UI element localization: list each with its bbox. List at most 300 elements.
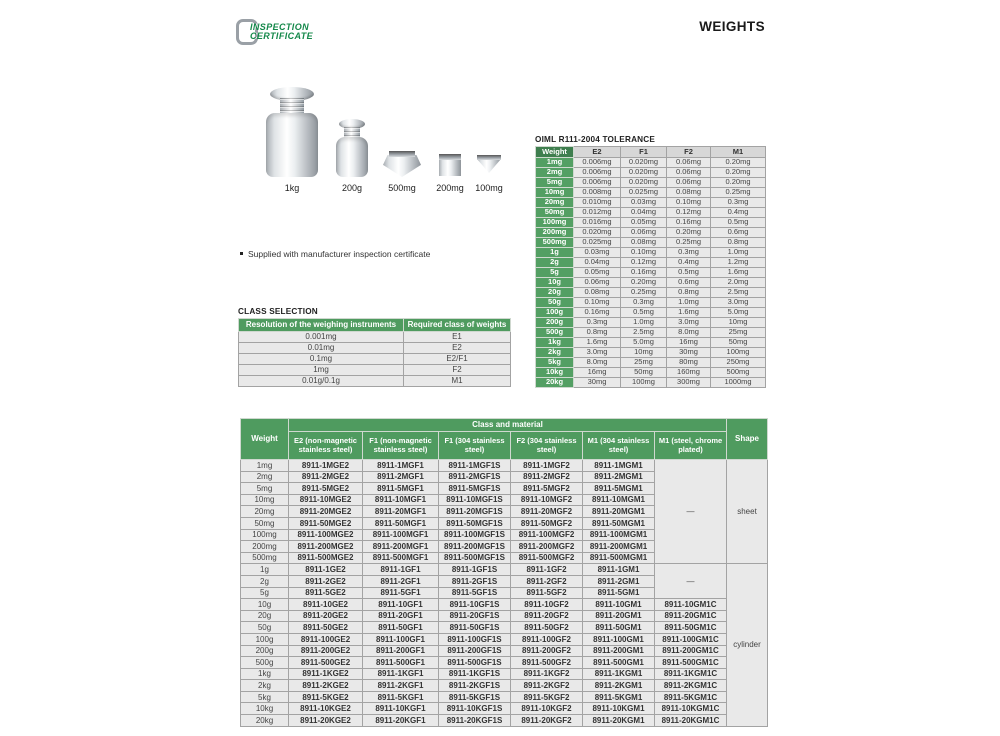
catalog-code-cell: 8911-20KGE2 xyxy=(289,715,363,727)
catalog-code-cell: 8911-1MGM1 xyxy=(583,460,655,472)
class-selection-row xyxy=(239,343,511,354)
catalog-code-cell: 8911-2KGF2 xyxy=(511,680,583,692)
required-class-cell: F2 xyxy=(404,365,511,376)
catalog-code-cell: 8911-5KGM1C xyxy=(655,691,727,703)
catalog-weight-cell: 2g xyxy=(241,575,289,587)
catalog-code-cell: 8911-1KGM1 xyxy=(583,668,655,680)
catalog-code-cell: 8911-1KGF2 xyxy=(511,668,583,680)
catalog-row xyxy=(241,622,768,634)
catalog-code-cell: 8911-10KGE2 xyxy=(289,703,363,715)
tolerance-value-cell: 25mg xyxy=(711,328,766,338)
catalog-code-cell: 8911-10GM1C xyxy=(655,599,727,611)
catalog-code-cell: 8911-2GE2 xyxy=(289,575,363,587)
tolerance-weight-cell: 200g xyxy=(536,318,574,328)
catalog-code-cell: 8911-20GF1S xyxy=(439,610,511,622)
catalog-code-cell: 8911-10MGE2 xyxy=(289,494,363,506)
tolerance-weight-cell: 2mg xyxy=(536,168,574,178)
catalog-code-cell: 8911-1GE2 xyxy=(289,564,363,576)
tolerance-value-cell: 3.0mg xyxy=(574,348,621,358)
tolerance-value-cell: 0.6mg xyxy=(667,278,711,288)
tolerance-col-m1: M1 xyxy=(711,147,766,158)
catalog-code-cell: 8911-50GF1S xyxy=(439,622,511,634)
catalog-code-cell: 8911-2MGF1 xyxy=(363,471,439,483)
catalog-weight-cell: 1kg xyxy=(241,668,289,680)
tolerance-value-cell: 10mg xyxy=(621,348,667,358)
tolerance-value-cell: 0.20mg xyxy=(711,168,766,178)
weight-200g-image xyxy=(336,119,368,177)
catalog-code-cell: 8911-500GM1C xyxy=(655,657,727,669)
catalog-code-cell: 8911-100GM1 xyxy=(583,633,655,645)
tolerance-value-cell: 0.04mg xyxy=(574,258,621,268)
tolerance-value-cell: 25mg xyxy=(621,358,667,368)
catalog-col-f2: F2 (304 stainless steel) xyxy=(511,432,583,460)
catalog-code-cell: 8911-500MGF1 xyxy=(363,552,439,564)
catalog-code-cell: 8911-500GE2 xyxy=(289,657,363,669)
catalog-code-cell: 8911-1GF2 xyxy=(511,564,583,576)
catalog-code-cell: 8911-1KGM1C xyxy=(655,668,727,680)
weight-label-1kg: 1kg xyxy=(284,183,300,193)
catalog-row xyxy=(241,564,768,576)
catalog-code-cell: 8911-10KGF2 xyxy=(511,703,583,715)
catalog-code-cell: 8911-50GF1 xyxy=(363,622,439,634)
catalog-code-cell: 8911-1MGF2 xyxy=(511,460,583,472)
catalog-weight-cell: 5mg xyxy=(241,483,289,495)
catalog-section xyxy=(240,418,768,727)
tolerance-value-cell: 0.03mg xyxy=(621,198,667,208)
page-title: WEIGHTS xyxy=(699,19,765,34)
weight-neck-icon xyxy=(280,98,304,114)
tolerance-table-body xyxy=(536,158,766,388)
tolerance-value-cell: 5.0mg xyxy=(711,308,766,318)
tolerance-value-cell: 0.8mg xyxy=(711,238,766,248)
tolerance-weight-cell: 20mg xyxy=(536,198,574,208)
catalog-weight-cell: 5kg xyxy=(241,691,289,703)
tolerance-value-cell: 100mg xyxy=(621,378,667,388)
catalog-shape-cell: cylinder xyxy=(727,564,768,726)
catalog-code-cell: 8911-500MGF1S xyxy=(439,552,511,564)
catalog-code-cell: 8911-200MGF1 xyxy=(363,541,439,553)
catalog-code-cell: 8911-500GF1 xyxy=(363,657,439,669)
catalog-code-cell: 8911-20KGM1 xyxy=(583,715,655,727)
catalog-col-m1c: M1 (steel, chrome plated) xyxy=(655,432,727,460)
weight-label-200mg: 200mg xyxy=(436,183,464,193)
tolerance-value-cell: 160mg xyxy=(667,368,711,378)
tolerance-value-cell: 0.008mg xyxy=(574,188,621,198)
catalog-weight-cell: 50mg xyxy=(241,517,289,529)
catalog-code-cell: 8911-20MGE2 xyxy=(289,506,363,518)
tolerance-value-cell: 0.10mg xyxy=(574,298,621,308)
resolution-cell: 0.01mg xyxy=(239,343,404,354)
tolerance-value-cell: 50mg xyxy=(621,368,667,378)
tolerance-value-cell: 0.25mg xyxy=(621,288,667,298)
catalog-code-cell: 8911-2KGM1 xyxy=(583,680,655,692)
tolerance-value-cell: 1.2mg xyxy=(711,258,766,268)
catalog-code-cell: 8911-500MGE2 xyxy=(289,552,363,564)
tolerance-row xyxy=(536,228,766,238)
catalog-code-cell: 8911-20KGF1S xyxy=(439,715,511,727)
catalog-row xyxy=(241,657,768,669)
catalog-code-cell: 8911-5GE2 xyxy=(289,587,363,599)
tolerance-value-cell: 0.20mg xyxy=(621,278,667,288)
tolerance-col-f2: F2 xyxy=(667,147,711,158)
tolerance-value-cell: 1000mg xyxy=(711,378,766,388)
class-selection-row xyxy=(239,354,511,365)
tolerance-weight-cell: 10g xyxy=(536,278,574,288)
catalog-table-body xyxy=(241,460,768,727)
catalog-code-cell: 8911-20GM1 xyxy=(583,610,655,622)
logo-line2: CERTIFICATE xyxy=(250,31,314,41)
catalog-code-cell: 8911-10KGF1S xyxy=(439,703,511,715)
tolerance-value-cell: 0.05mg xyxy=(574,268,621,278)
tolerance-value-cell: 0.025mg xyxy=(574,238,621,248)
catalog-code-cell: 8911-5KGF1S xyxy=(439,691,511,703)
tolerance-weight-cell: 200mg xyxy=(536,228,574,238)
catalog-row xyxy=(241,633,768,645)
catalog-row xyxy=(241,645,768,657)
weight-100mg-image xyxy=(476,155,502,175)
catalog-row xyxy=(241,668,768,680)
tolerance-value-cell: 0.006mg xyxy=(574,158,621,168)
catalog-code-cell: 8911-200GE2 xyxy=(289,645,363,657)
tolerance-value-cell: 0.4mg xyxy=(711,208,766,218)
tolerance-value-cell: 0.25mg xyxy=(667,238,711,248)
tolerance-value-cell: 8.0mg xyxy=(574,358,621,368)
tolerance-value-cell: 0.5mg xyxy=(667,268,711,278)
catalog-code-cell: 8911-20MGF1S xyxy=(439,506,511,518)
required-class-cell: M1 xyxy=(404,376,511,387)
tolerance-weight-cell: 1kg xyxy=(536,338,574,348)
weight-200mg-image xyxy=(438,153,462,177)
catalog-code-cell: 8911-20MGF2 xyxy=(511,506,583,518)
catalog-weight-cell: 10g xyxy=(241,599,289,611)
catalog-code-cell: 8911-200GM1C xyxy=(655,645,727,657)
tolerance-row xyxy=(536,358,766,368)
class-selection-title: CLASS SELECTION xyxy=(238,307,318,316)
tolerance-value-cell: 0.020mg xyxy=(621,158,667,168)
weight-1kg-image xyxy=(266,87,318,179)
catalog-code-cell: 8911-500GM1 xyxy=(583,657,655,669)
resolution-cell: 0.001mg xyxy=(239,332,404,343)
tolerance-value-cell: 0.8mg xyxy=(574,328,621,338)
tolerance-value-cell: 10mg xyxy=(711,318,766,328)
catalog-code-cell: 8911-50GM1 xyxy=(583,622,655,634)
tolerance-value-cell: 0.5mg xyxy=(621,308,667,318)
tolerance-value-cell: 0.06mg xyxy=(667,168,711,178)
tolerance-value-cell: 0.20mg xyxy=(667,228,711,238)
certificate-note xyxy=(240,249,430,259)
catalog-weight-cell: 200mg xyxy=(241,541,289,553)
catalog-code-cell: 8911-10MGF2 xyxy=(511,494,583,506)
catalog-weight-cell: 10mg xyxy=(241,494,289,506)
catalog-code-cell: 8911-10GF2 xyxy=(511,599,583,611)
sheet-edge-icon xyxy=(439,154,461,160)
catalog-code-cell: 8911-50MGF2 xyxy=(511,517,583,529)
catalog-code-cell: 8911-200GF1 xyxy=(363,645,439,657)
tolerance-value-cell: 0.16mg xyxy=(621,268,667,278)
tolerance-row xyxy=(536,188,766,198)
tolerance-row xyxy=(536,278,766,288)
tolerance-weight-cell: 2kg xyxy=(536,348,574,358)
catalog-col-f1: F1 (non-magnetic stainless steel) xyxy=(363,432,439,460)
catalog-weight-cell: 100mg xyxy=(241,529,289,541)
tolerance-value-cell: 8.0mg xyxy=(667,328,711,338)
tolerance-row xyxy=(536,378,766,388)
catalog-code-cell: 8911-100MGE2 xyxy=(289,529,363,541)
tolerance-value-cell: 100mg xyxy=(711,348,766,358)
tolerance-value-cell: 0.020mg xyxy=(621,168,667,178)
bullet-icon xyxy=(240,252,243,255)
catalog-col-shape: Shape xyxy=(727,419,768,460)
catalog-row xyxy=(241,610,768,622)
tolerance-value-cell: 1.6mg xyxy=(574,338,621,348)
certificate-note-text: Supplied with manufacturer inspection certificate xyxy=(248,249,431,259)
catalog-code-cell: 8911-50MGF1S xyxy=(439,517,511,529)
catalog-code-cell: 8911-100GF2 xyxy=(511,633,583,645)
tolerance-value-cell: 0.10mg xyxy=(621,248,667,258)
tolerance-col-weight: Weight xyxy=(536,147,574,158)
class-selection-row xyxy=(239,332,511,343)
weight-label-500mg: 500mg xyxy=(388,183,416,193)
catalog-col-weight: Weight xyxy=(241,419,289,460)
weight-label-100mg: 100mg xyxy=(475,183,503,193)
catalog-code-cell: 8911-5MGF2 xyxy=(511,483,583,495)
class-selection-row xyxy=(239,365,511,376)
sheet-body-icon xyxy=(477,159,501,173)
tolerance-value-cell: 3.0mg xyxy=(711,298,766,308)
catalog-row xyxy=(241,460,768,472)
catalog-row xyxy=(241,691,768,703)
tolerance-row xyxy=(536,208,766,218)
tolerance-row xyxy=(536,338,766,348)
tolerance-value-cell: 1.0mg xyxy=(711,248,766,258)
tolerance-weight-cell: 2g xyxy=(536,258,574,268)
tolerance-weight-cell: 10mg xyxy=(536,188,574,198)
tolerance-value-cell: 0.16mg xyxy=(574,308,621,318)
logo-line1: INSPECTION xyxy=(250,22,310,32)
catalog-code-cell: 8911-2KGE2 xyxy=(289,680,363,692)
catalog-weight-cell: 2mg xyxy=(241,471,289,483)
catalog-weight-cell: 20kg xyxy=(241,715,289,727)
tolerance-value-cell: 30mg xyxy=(574,378,621,388)
tolerance-row xyxy=(536,238,766,248)
tolerance-value-cell: 0.06mg xyxy=(667,158,711,168)
tolerance-col-f1: F1 xyxy=(621,147,667,158)
catalog-row xyxy=(241,599,768,611)
catalog-code-cell: 8911-200MGF1S xyxy=(439,541,511,553)
catalog-code-cell: 8911-5KGM1 xyxy=(583,691,655,703)
catalog-code-cell: 8911-1GM1 xyxy=(583,564,655,576)
catalog-code-cell: 8911-5KGF1 xyxy=(363,691,439,703)
catalog-code-cell: 8911-2GF1 xyxy=(363,575,439,587)
tolerance-value-cell: 30mg xyxy=(667,348,711,358)
tolerance-value-cell: 0.4mg xyxy=(667,258,711,268)
tolerance-row xyxy=(536,298,766,308)
catalog-code-cell: 8911-1KGF1S xyxy=(439,668,511,680)
catalog-code-cell: 8911-2GF2 xyxy=(511,575,583,587)
tolerance-value-cell: 0.04mg xyxy=(621,208,667,218)
tolerance-value-cell: 50mg xyxy=(711,338,766,348)
tolerance-value-cell: 16mg xyxy=(667,338,711,348)
tolerance-value-cell: 0.020mg xyxy=(574,228,621,238)
tolerance-value-cell: 0.3mg xyxy=(574,318,621,328)
catalog-code-cell: 8911-100MGM1 xyxy=(583,529,655,541)
tolerance-table xyxy=(535,146,766,388)
catalog-code-cell: 8911-200MGM1 xyxy=(583,541,655,553)
weight-body-icon xyxy=(336,137,368,177)
catalog-code-cell: 8911-100GE2 xyxy=(289,633,363,645)
catalog-col-m1: M1 (304 stainless steel) xyxy=(583,432,655,460)
catalog-weight-cell: 100g xyxy=(241,633,289,645)
catalog-code-cell: 8911-5KGE2 xyxy=(289,691,363,703)
catalog-code-cell: 8911-5GF2 xyxy=(511,587,583,599)
tolerance-row xyxy=(536,368,766,378)
catalog-code-cell: 8911-100GF1S xyxy=(439,633,511,645)
catalog-weight-cell: 10kg xyxy=(241,703,289,715)
catalog-col-f1s: F1 (304 stainless steel) xyxy=(439,432,511,460)
catalog-code-cell: 8911-20MGF1 xyxy=(363,506,439,518)
catalog-code-cell: 8911-2MGF2 xyxy=(511,471,583,483)
weight-500mg-image xyxy=(383,149,421,177)
catalog-weight-cell: 2kg xyxy=(241,680,289,692)
catalog-shape-cell: sheet xyxy=(727,460,768,564)
tolerance-title: OIML R111-2004 TOLERANCE xyxy=(535,135,656,144)
catalog-code-cell: 8911-1MGF1 xyxy=(363,460,439,472)
required-class-cell: E1 xyxy=(404,332,511,343)
catalog-code-cell: 8911-50GE2 xyxy=(289,622,363,634)
tolerance-value-cell: 0.5mg xyxy=(711,218,766,228)
tolerance-weight-cell: 100g xyxy=(536,308,574,318)
catalog-code-cell: 8911-5GF1S xyxy=(439,587,511,599)
catalog-code-cell: 8911-10MGF1S xyxy=(439,494,511,506)
catalog-weight-cell: 500g xyxy=(241,657,289,669)
tolerance-value-cell: 0.20mg xyxy=(711,158,766,168)
tolerance-row xyxy=(536,158,766,168)
catalog-code-cell: 8911-2KGF1S xyxy=(439,680,511,692)
tolerance-row xyxy=(536,268,766,278)
catalog-weight-cell: 200g xyxy=(241,645,289,657)
class-selection-row xyxy=(239,376,511,387)
catalog-code-cell: 8911-10KGM1 xyxy=(583,703,655,715)
tolerance-weight-cell: 1mg xyxy=(536,158,574,168)
catalog-code-cell: 8911-20KGF1 xyxy=(363,715,439,727)
catalog-code-cell: 8911-100MGF1S xyxy=(439,529,511,541)
tolerance-value-cell: 0.12mg xyxy=(621,258,667,268)
tolerance-weight-cell: 500g xyxy=(536,328,574,338)
catalog-code-cell: 8911-200MGF2 xyxy=(511,541,583,553)
tolerance-value-cell: 0.08mg xyxy=(667,188,711,198)
catalog-weight-cell: 5g xyxy=(241,587,289,599)
catalog-code-cell: 8911-1GF1S xyxy=(439,564,511,576)
catalog-code-cell: 8911-5MGF1 xyxy=(363,483,439,495)
catalog-code-cell: 8911-50MGF1 xyxy=(363,517,439,529)
tolerance-weight-cell: 1g xyxy=(536,248,574,258)
catalog-code-cell: 8911-10MGF1 xyxy=(363,494,439,506)
catalog-code-cell: 8911-1MGE2 xyxy=(289,460,363,472)
catalog-code-cell: 8911-20GM1C xyxy=(655,610,727,622)
catalog-col-e2: E2 (non-magnetic stainless steel) xyxy=(289,432,363,460)
catalog-row xyxy=(241,680,768,692)
catalog-code-cell: 8911-200MGE2 xyxy=(289,541,363,553)
catalog-code-cell: 8911-10GF1S xyxy=(439,599,511,611)
catalog-code-cell: 8911-2GF1S xyxy=(439,575,511,587)
tolerance-value-cell: 0.16mg xyxy=(667,218,711,228)
tolerance-value-cell: 0.025mg xyxy=(621,188,667,198)
tolerance-value-cell: 0.020mg xyxy=(621,178,667,188)
tolerance-weight-cell: 500mg xyxy=(536,238,574,248)
tolerance-value-cell: 500mg xyxy=(711,368,766,378)
tolerance-value-cell: 16mg xyxy=(574,368,621,378)
class-selection-table-body xyxy=(239,332,511,387)
tolerance-value-cell: 0.05mg xyxy=(621,218,667,228)
catalog-code-cell: 8911-5GM1 xyxy=(583,587,655,599)
tolerance-value-cell: 0.006mg xyxy=(574,178,621,188)
catalog-weight-cell: 1g xyxy=(241,564,289,576)
tolerance-weight-cell: 20g xyxy=(536,288,574,298)
tolerance-row xyxy=(536,318,766,328)
tolerance-value-cell: 0.010mg xyxy=(574,198,621,208)
sheet-body-icon xyxy=(439,158,461,176)
class-selection-section xyxy=(238,307,511,387)
catalog-m1c-dash-cell: — xyxy=(655,460,727,564)
tolerance-row xyxy=(536,218,766,228)
tolerance-value-cell: 2.0mg xyxy=(711,278,766,288)
catalog-code-cell: 8911-20GF1 xyxy=(363,610,439,622)
weight-label-200g: 200g xyxy=(341,183,363,193)
catalog-code-cell: 8911-5MGF1S xyxy=(439,483,511,495)
sheet-edge-icon xyxy=(477,155,501,160)
tolerance-section xyxy=(535,135,766,388)
sheet-body-icon xyxy=(383,155,421,177)
catalog-code-cell: 8911-500MGF2 xyxy=(511,552,583,564)
tolerance-value-cell: 0.06mg xyxy=(621,228,667,238)
catalog-code-cell: 8911-5GF1 xyxy=(363,587,439,599)
tolerance-value-cell: 0.016mg xyxy=(574,218,621,228)
catalog-code-cell: 8911-10KGM1C xyxy=(655,703,727,715)
catalog-code-cell: 8911-50GM1C xyxy=(655,622,727,634)
tolerance-value-cell: 1.6mg xyxy=(667,308,711,318)
catalog-code-cell: 8911-10GM1 xyxy=(583,599,655,611)
resolution-cell: 0.01g/0.1g xyxy=(239,376,404,387)
catalog-code-cell: 8911-100MGF1 xyxy=(363,529,439,541)
tolerance-value-cell: 0.10mg xyxy=(667,198,711,208)
tolerance-weight-cell: 20kg xyxy=(536,378,574,388)
tolerance-value-cell: 0.06mg xyxy=(574,278,621,288)
catalog-code-cell: 8911-200GM1 xyxy=(583,645,655,657)
tolerance-value-cell: 1.0mg xyxy=(621,318,667,328)
tolerance-value-cell: 250mg xyxy=(711,358,766,368)
inspection-certificate-logo xyxy=(236,16,346,52)
resolution-cell: 0.1mg xyxy=(239,354,404,365)
catalog-code-cell: 8911-20KGM1C xyxy=(655,715,727,727)
catalog-group-header: Class and material xyxy=(289,419,727,432)
tolerance-row xyxy=(536,168,766,178)
tolerance-row xyxy=(536,198,766,208)
catalog-code-cell: 8911-2MGM1 xyxy=(583,471,655,483)
catalog-code-cell: 8911-20GE2 xyxy=(289,610,363,622)
catalog-code-cell: 8911-500GF1S xyxy=(439,657,511,669)
catalog-code-cell: 8911-50MGM1 xyxy=(583,517,655,529)
tolerance-weight-cell: 50g xyxy=(536,298,574,308)
tolerance-value-cell: 0.06mg xyxy=(667,178,711,188)
required-class-cell: E2 xyxy=(404,343,511,354)
catalog-code-cell: 8911-2MGF1S xyxy=(439,471,511,483)
catalog-code-cell: 8911-5KGF2 xyxy=(511,691,583,703)
tolerance-value-cell: 0.3mg xyxy=(667,248,711,258)
tolerance-value-cell: 5.0mg xyxy=(621,338,667,348)
sheet-edge-icon xyxy=(389,151,415,157)
weight-body-icon xyxy=(266,113,318,177)
tolerance-weight-cell: 5kg xyxy=(536,358,574,368)
